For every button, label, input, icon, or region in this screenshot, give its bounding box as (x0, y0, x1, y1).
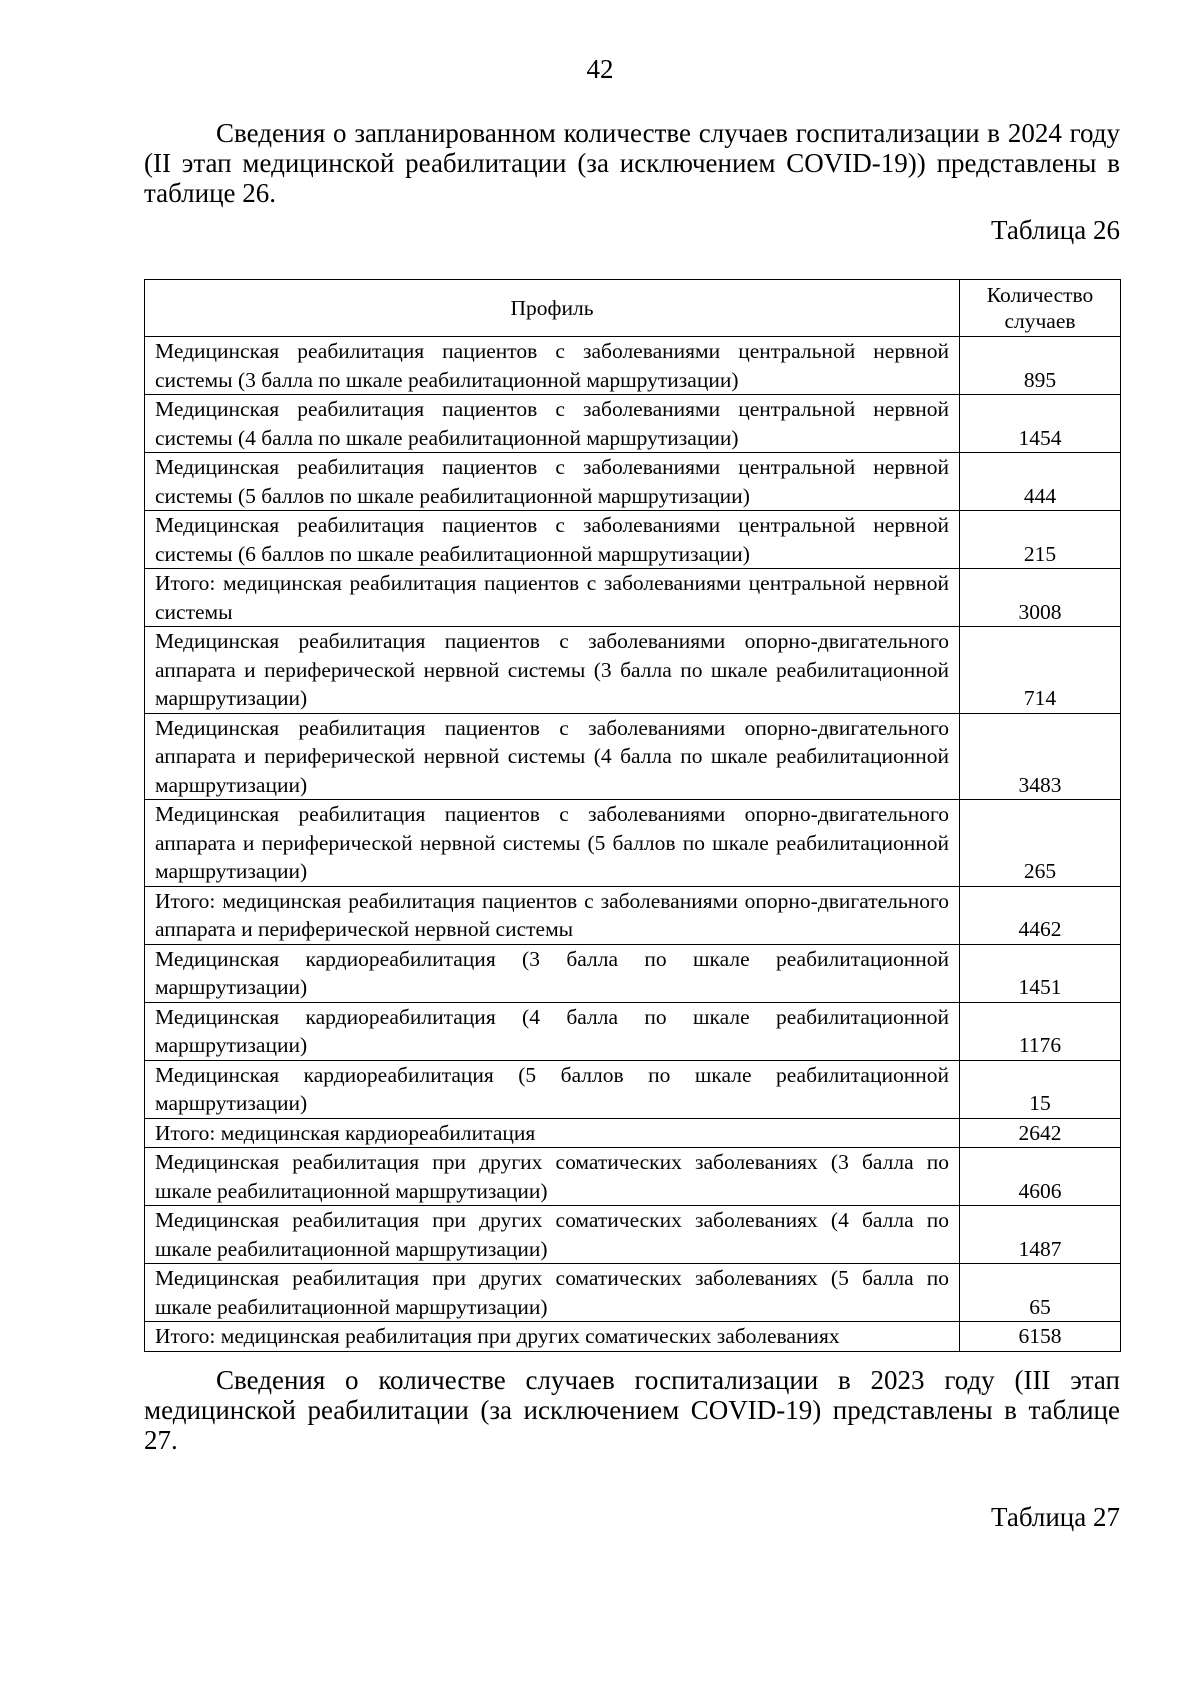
table-row (145, 800, 1121, 887)
row-profile: Медицинская реабилитация пациентов с заболеваниями опорно-двигательного аппарата и периферической нервной системы (5 баллов по шкале реабилитационной маршрутизации) (145, 800, 960, 887)
row-count: 215 (960, 511, 1121, 569)
hospitalization-table (144, 279, 1121, 1352)
table-row (145, 886, 1121, 944)
header-count: Количество случаев (960, 280, 1121, 337)
row-count: 6158 (960, 1322, 1121, 1352)
row-count: 2642 (960, 1118, 1121, 1148)
table-row (145, 1264, 1121, 1322)
row-profile: Итого: медицинская реабилитация при других соматических заболеваниях (145, 1322, 960, 1352)
table-header-row (145, 280, 1121, 337)
row-profile: Медицинская реабилитация пациентов с заболеваниями центральной нервной системы (5 баллов по шкале реабилитационной маршрутизации) (145, 453, 960, 511)
row-count: 1454 (960, 395, 1121, 453)
row-count: 3483 (960, 713, 1121, 800)
page-number: 42 (586, 54, 614, 84)
table-row (145, 395, 1121, 453)
table-row (145, 1148, 1121, 1206)
row-count: 1176 (960, 1002, 1121, 1060)
row-profile: Итого: медицинская кардиореабилитация (145, 1118, 960, 1148)
row-profile: Медицинская реабилитация пациентов с заболеваниями опорно-двигательного аппарата и периферической нервной системы (4 балла по шкале реабилитационной маршрутизации) (145, 713, 960, 800)
row-profile: Итого: медицинская реабилитация пациентов с заболеваниями центральной нервной системы (145, 569, 960, 627)
second-paragraph: Сведения о количестве случаев госпитализации в 2023 году (III этап медицинской реабилитации (за исключением COVID-19) представлены в таблице 27. (144, 1365, 1120, 1455)
row-profile: Медицинская кардиореабилитация (5 баллов по шкале реабилитационной маршрутизации) (145, 1060, 960, 1118)
table-row (145, 1118, 1121, 1148)
row-profile: Медицинская реабилитация пациентов с заболеваниями центральной нервной системы (6 баллов по шкале реабилитационной маршрутизации) (145, 511, 960, 569)
row-count: 895 (960, 337, 1121, 395)
table-row (145, 713, 1121, 800)
row-profile: Медицинская кардиореабилитация (4 балла по шкале реабилитационной маршрутизации) (145, 1002, 960, 1060)
row-count: 3008 (960, 569, 1121, 627)
header-profile: Профиль (145, 280, 960, 337)
table-row (145, 627, 1121, 714)
row-count: 65 (960, 1264, 1121, 1322)
row-count: 15 (960, 1060, 1121, 1118)
table-row (145, 1060, 1121, 1118)
table-row (145, 944, 1121, 1002)
row-profile: Медицинская реабилитация пациентов с заболеваниями опорно-двигательного аппарата и периферической нервной системы (3 балла по шкале реабилитационной маршрутизации) (145, 627, 960, 714)
row-count: 714 (960, 627, 1121, 714)
row-count: 4606 (960, 1148, 1121, 1206)
table-row (145, 569, 1121, 627)
row-profile: Медицинская реабилитация пациентов с заболеваниями центральной нервной системы (4 балла по шкале реабилитационной маршрутизации) (145, 395, 960, 453)
row-count: 1451 (960, 944, 1121, 1002)
row-profile: Медицинская реабилитация при других соматических заболеваниях (5 балла по шкале реабилитационной маршрутизации) (145, 1264, 960, 1322)
table-row (145, 1206, 1121, 1264)
table-row (145, 453, 1121, 511)
second-table-caption: Таблица 27 (991, 1502, 1120, 1532)
table-caption: Таблица 26 (991, 215, 1120, 245)
row-count: 265 (960, 800, 1121, 887)
row-profile: Медицинская реабилитация при других соматических заболеваниях (4 балла по шкале реабилитационной маршрутизации) (145, 1206, 960, 1264)
table-row (145, 337, 1121, 395)
row-profile: Итого: медицинская реабилитация пациентов с заболеваниями опорно-двигательного аппарата и периферической нервной системы (145, 886, 960, 944)
row-profile: Медицинская кардиореабилитация (3 балла по шкале реабилитационной маршрутизации) (145, 944, 960, 1002)
row-count: 1487 (960, 1206, 1121, 1264)
table-row (145, 511, 1121, 569)
row-count: 4462 (960, 886, 1121, 944)
row-profile: Медицинская реабилитация при других соматических заболеваниях (3 балла по шкале реабилитационной маршрутизации) (145, 1148, 960, 1206)
row-profile: Медицинская реабилитация пациентов с заболеваниями центральной нервной системы (3 балла по шкале реабилитационной маршрутизации) (145, 337, 960, 395)
table-row (145, 1322, 1121, 1352)
row-count: 444 (960, 453, 1121, 511)
table-row (145, 1002, 1121, 1060)
intro-paragraph: Сведения о запланированном количестве случаев госпитализации в 2024 году (II этап медицинской реабилитации (за исключением COVID-19)) представлены в таблице 26. (144, 118, 1120, 208)
